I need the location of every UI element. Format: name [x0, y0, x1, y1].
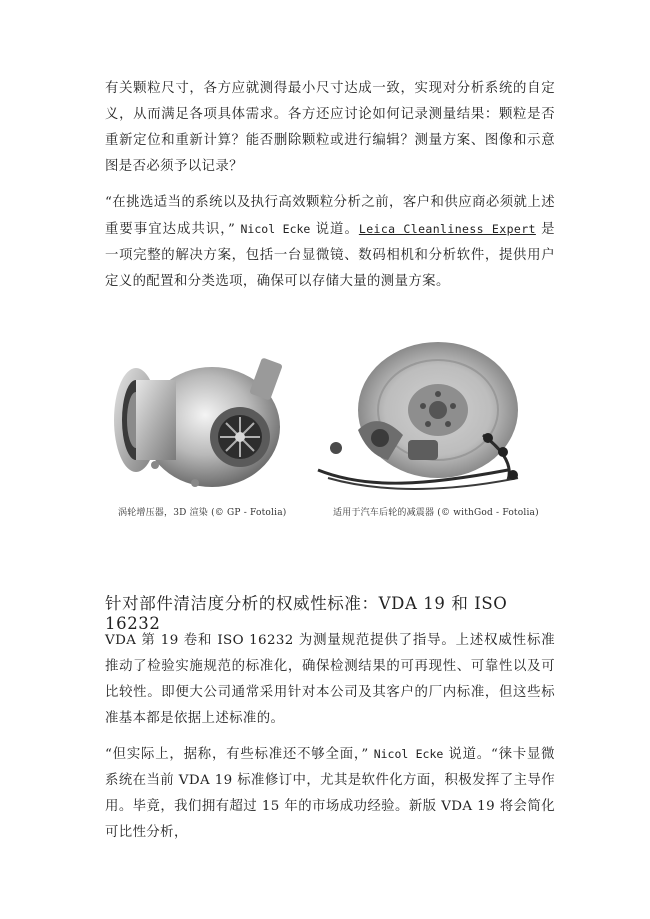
quote-text: “在挑选适当的系统以及执行高效颗粒分析之前，客户和供应商必须就上述重要事宜达成共识，” [105, 195, 555, 237]
paragraph-particle-size [105, 76, 555, 180]
paragraph-quote-ecke [105, 190, 555, 295]
brake-assembly-image [308, 340, 538, 500]
turbocharger-caption: 涡轮增压器，3D 渲染 (© GP - Fotolia) [118, 508, 287, 518]
quote-tail: 说道。 [315, 222, 359, 237]
product-description: 是一项完整的解决方案，包括一台显微镜、数码相机和分析软件，提供用户定义的配置和分类选项，确保可以存储大量的测量方案。 [105, 222, 555, 289]
person-name: Nicol Ecke [240, 222, 311, 236]
section-heading: 针对部件清洁度分析的权威性标准：VDA 19 和 ISO 16232 [105, 594, 508, 633]
quote-text: “但实际上，据称，有些标准还不够全面，” [105, 747, 369, 762]
paragraph-text: 有关颗粒尺寸，各方应就测得最小尺寸达成一致，实现对分析系统的自定义，从而满足各项具体需求。各方还应讨论如何记录测量结果：颗粒是否重新定位和重新计算？能否删除颗粒或进行编辑？测量方案、图像和示意图是否必须予以记录？ [105, 81, 555, 174]
person-name: Nicol Ecke [373, 747, 444, 761]
leica-cleanliness-expert-link[interactable]: Leica Cleanliness Expert [358, 222, 536, 236]
paragraph-vda-standards [105, 628, 555, 732]
quote-tail: 说道。“徕卡显微系统在当前 VDA 19 标准修订中，尤其是软件化方面，积极发挥了主导作用。毕竟，我们拥有超过 15 年的市场成功经验。新版 VDA 19 将会简化可比性分析， [105, 747, 555, 840]
brake-assembly-caption: 适用于汽车后轮的减震器 (© withGod - Fotolia) [333, 508, 539, 518]
paragraph-quote-standards [105, 741, 555, 846]
paragraph-text: VDA 第 19 卷和 ISO 16232 为测量规范提供了指导。上述权威性标准推动了检验实施规范的标准化，确保检测结果的可再现性、可靠性以及可比较性。即便大公司通常采用针对本公司及其客户的厂内标准，但这些标准基本都是依据上述标准的。 [105, 633, 555, 726]
turbocharger-image [100, 345, 300, 495]
